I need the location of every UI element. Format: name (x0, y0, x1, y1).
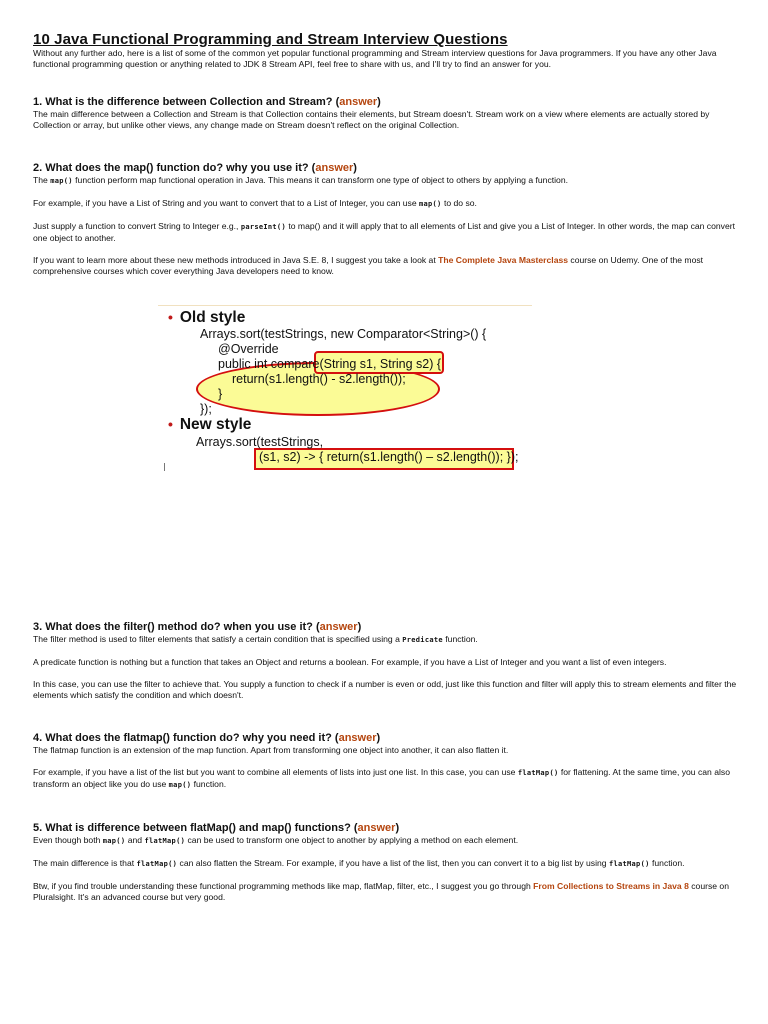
old-code-line-6: }); (200, 402, 212, 416)
bullet-icon: • (168, 416, 173, 432)
code-comparison-figure (158, 305, 532, 474)
q2-text-2: For example, if you have a List of String and you want to convert that to a List of Integer, you can use map() to do so. (33, 198, 477, 208)
old-style-heading-line: • Old style (168, 309, 246, 326)
article (33, 31, 737, 277)
q5-text-1: Even though both map() and flatMap() can be used to transform one object to another by applying a method on each element. (33, 835, 519, 845)
old-code-line-5: } (218, 387, 223, 401)
q4-text-1: The flatmap function is an extension of the map function. Apart from transforming one object into another, it can also flatten it. (33, 745, 509, 755)
q5-heading: 5. What is difference between flatMap() and map() functions? (answer) (33, 822, 400, 834)
q3-text-3: In this case, you can use the filter to achieve that. You supply a function to check if a number is even or odd, just like this function and filter will apply this to stream elements and filter the elements which satisfy the condition and which doesn't. (33, 679, 737, 700)
q3-answer-link[interactable]: answer (319, 621, 358, 633)
collections-to-streams-link[interactable]: From Collections to Streams in Java 8 (533, 881, 689, 891)
q2-text-1: The map() function perform map functional operation in Java. This means it can transform one type of object to others by applying a function. (33, 175, 568, 185)
q3-text-2: A predicate function is nothing but a function that takes an Object and returns a boolean. For example, if you have a List of Integer and you want a list of even integers. (33, 657, 667, 667)
old-code-line-1: Arrays.sort(testStrings, new Comparator<String>() { (200, 327, 487, 341)
old-code-line-3: public int compare(String s1, String s2) { (218, 357, 442, 371)
q1-text: The main difference between a Collection and Stream is that Collection contains their elements, but Stream doesn't. Stream work on a view where elements are actually stored by Collection or array, but unlike other views, any change made on Stream doesn't reflect on the original Collection. (33, 109, 710, 130)
old-code-line-2: @Override (218, 342, 279, 356)
figure-edge-mark (164, 463, 165, 471)
q4-answer-link[interactable]: answer (338, 732, 377, 744)
new-style-heading-line: • New style (168, 416, 252, 433)
article-continued (33, 621, 737, 903)
q2-heading: 2. What does the map() function do? why you use it? (answer) (33, 162, 357, 174)
q5-answer-link[interactable]: answer (357, 822, 396, 834)
new-code-line-1: Arrays.sort(testStrings, (196, 435, 324, 449)
old-code-line-4: return(s1.length() - s2.length()); (232, 372, 406, 386)
q3-heading: 3. What does the filter() method do? when you use it? (answer) (33, 621, 362, 633)
q5-text-3: Btw, if you find trouble understanding these functional programming methods like map, flatMap, filter, etc., I suggest you go through From Collections to Streams in Java 8 course on Pluralsight. It's an advanced course but very good. (33, 881, 729, 902)
q1-answer-link[interactable]: answer (339, 96, 378, 108)
q2-text-4: If you want to learn more about these new methods introduced in Java S.E. 8, I suggest you take a look at The Complete Java Masterclass course on Udemy. One of the most comprehensive courses which cover everything Java developers need to know. (33, 255, 704, 276)
q4-heading: 4. What does the flatmap() function do? why you need it? (answer) (33, 732, 381, 744)
java-masterclass-link[interactable]: The Complete Java Masterclass (438, 255, 569, 265)
bullet-icon: • (168, 309, 173, 325)
page-title: 10 Java Functional Programming and Stream Interview Questions (33, 31, 508, 48)
q2-text-3: Just supply a function to convert String to Integer e.g., parseInt() to map() and it will apply that to all elements of List and give you a List of Integer. In other words, the map can convert one object to another. (33, 221, 735, 243)
intro-text: Without any further ado, here is a list of some of the common yet popular functional programming and Stream interview questions for Java programmers. If you have any other Java functional programming question or anything related to JDK 8 Stream API, feel free to share with us, and I'll try to find an answer for you. (33, 48, 717, 69)
q4-text-2: For example, if you have a list of the list but you want to combine all elements of lists into just one list. In this case, you can use flatMap() for flattening. At the same time, you can also transform an object like you do use map() function. (33, 767, 730, 789)
q1-heading: 1. What is the difference between Collection and Stream? (answer) (33, 96, 381, 108)
q2-answer-link[interactable]: answer (315, 162, 354, 174)
q5-text-2: The main difference is that flatMap() can also flatten the Stream. For example, if you have a list of the list, then you can convert it to a big list by using flatMap() function. (33, 858, 685, 868)
new-code-line-2: (s1, s2) -> { return(s1.length() – s2.length()); }); (259, 450, 519, 464)
q3-text-1: The filter method is used to filter elements that satisfy a certain condition that is specified using a Predicate function. (33, 634, 478, 644)
